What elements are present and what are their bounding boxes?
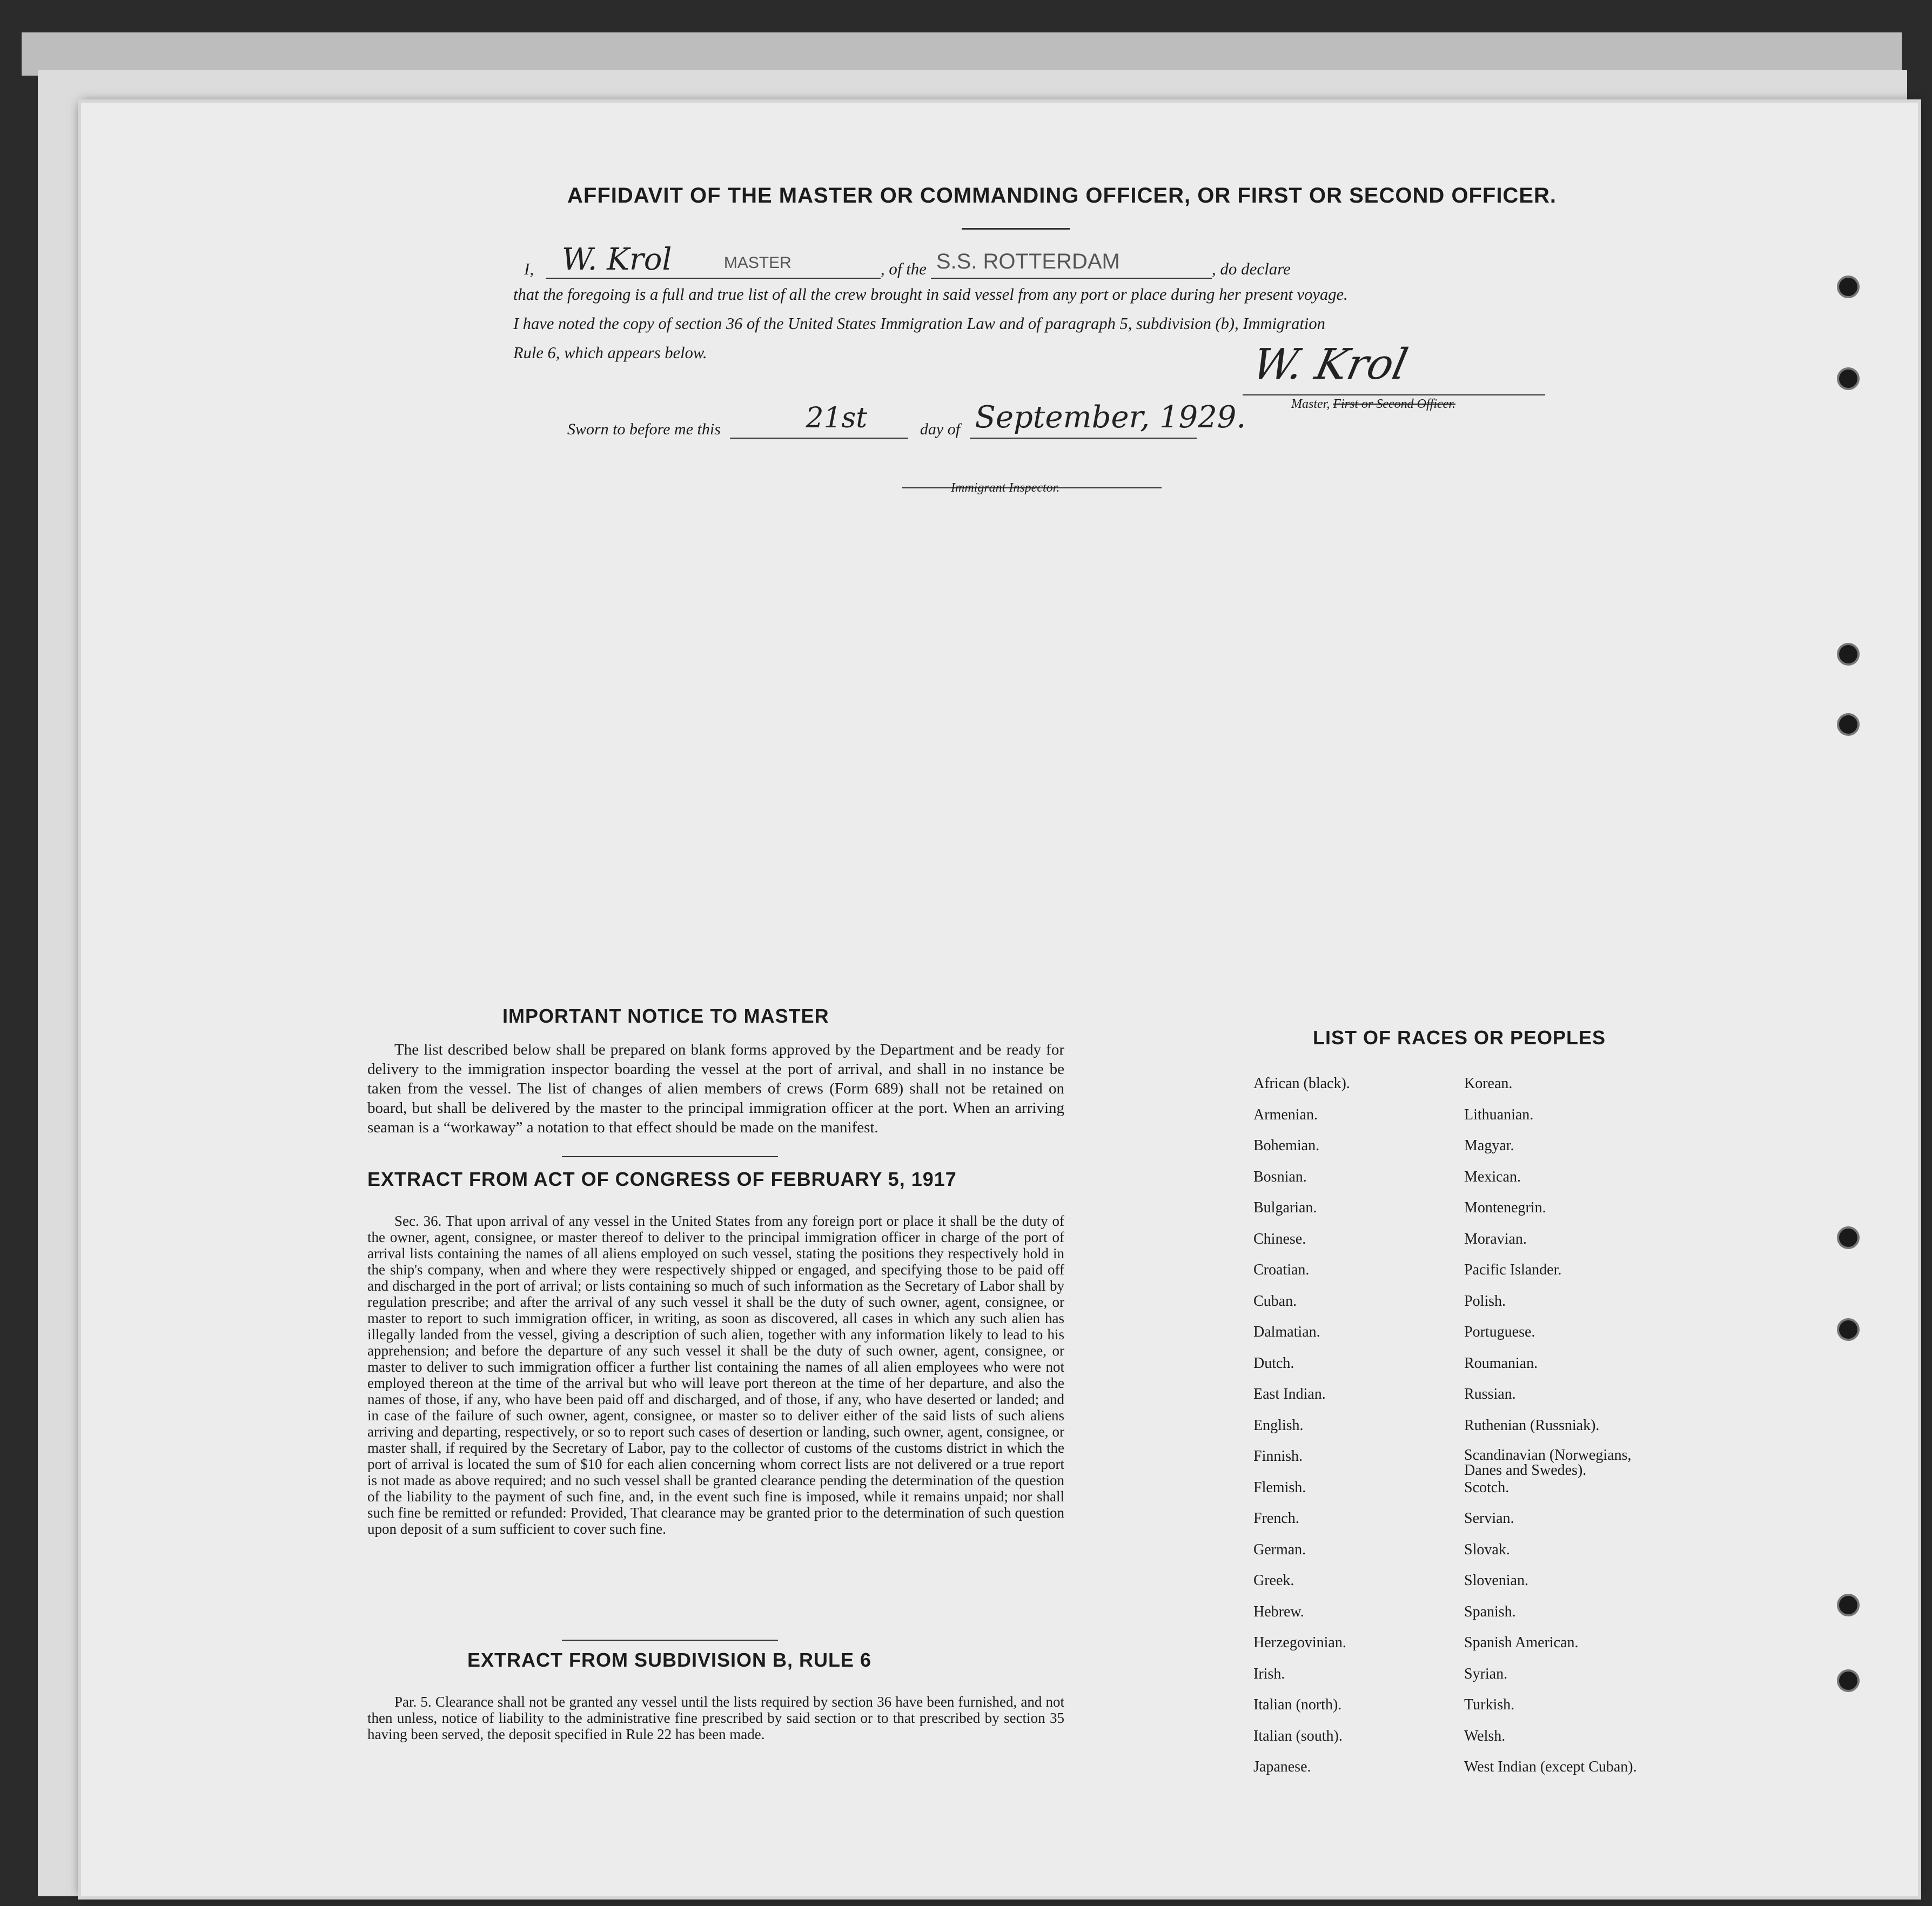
race-item: Italian (north).: [1253, 1696, 1342, 1713]
race-item: Montenegrin.: [1464, 1199, 1546, 1216]
race-item: Scandinavian (Norwegians, Danes and Swedes).: [1464, 1447, 1632, 1479]
affidavit-title: AFFIDAVIT OF THE MASTER OR COMMANDING OFFICER, OR FIRST OR SECOND OFFICER.: [567, 184, 1557, 207]
sworn-month-field: [970, 400, 1246, 439]
race-item: French.: [1253, 1510, 1299, 1527]
race-item: German.: [1253, 1541, 1306, 1558]
race-item: Welsh.: [1464, 1727, 1506, 1744]
punch-hole: [1837, 643, 1860, 666]
master-signature: W. Krol: [1248, 340, 1412, 389]
race-item: Japanese.: [1253, 1759, 1311, 1775]
race-item: Roumanian.: [1464, 1354, 1538, 1372]
sworn-day-field: [730, 402, 908, 439]
title-divider: [962, 228, 1070, 230]
race-item: Servian.: [1464, 1510, 1514, 1527]
rule-extract-text: Par. 5. Clearance shall not be granted any vessel until the lists required by section 36 have been furnished, and not then unless, notice of liability to the administrative fine prescribed by said section or to that prescribed by section 35 having been served, the deposit specified in Rule 22 has been made.: [367, 1694, 1064, 1742]
master-name: W. Krol: [561, 242, 672, 277]
race-item: Dutch.: [1253, 1354, 1294, 1372]
race-item: Ruthenian (Russniak).: [1464, 1417, 1600, 1434]
day-of-label: day of: [920, 420, 961, 438]
race-item: Flemish.: [1253, 1479, 1306, 1496]
act-extract-title: EXTRACT FROM ACT OF CONGRESS OF FEBRUARY 5, 1917: [367, 1168, 957, 1190]
act-extract-text: Sec. 36. That upon arrival of any vessel in the United States from any foreign port or place it shall be the duty of the owner, agent, consignee, or master thereof to deliver to the principal immigration officer in charge of the port of arrival lists containing the names of all aliens employed on such vessel, stating the positions they respectively hold in the ship's company, when and where they were respectively shipped or engaged, and specifying those to be paid off and discharged in the port of arrival; or lists containing so much of such information as the Secretary of Labor shall by regulation prescribe; and after the arrival of any such vessel it shall be the duty of such owner, agent, consignee, or master to report to such immigration officer, in writing, as soon as discovered, all cases in which any such alien has illegally landed from the vessel, giving a description of such alien, together with any information likely to lead to his apprehension; and before the departure of any such vessel it shall be the duty of such owner, agent, consignee, or master to deliver to such immigration officer a further list containing the names of all alien employees who were not employed thereon at the time of the arrival but who will leave port thereon at the time of her departure, and also the names of those, if any, who have been paid off and discharged, and of those, if any, who have deserted or landed; and in case of the failure of such owner, agent, consignee, or master so to deliver either of the said lists of such aliens arriving and departing, respectively, or so to report such cases of desertion or landing, such owner, agent, consignee, or master shall, if required by the Secretary of Labor, pay to the collector of customs of the customs district in which the port of arrival is located the sum of $10 for each alien concerning whom correct lists are not delivered or a true report is not made as above required; and no such vessel shall be granted clearance pending the determination of the question of the liability to the payment of such fine, and, in the event such fine is imposed, while it remains unpaid; nor shall such fine be remitted or refunded: Provided, That clearance may be granted prior to the determination of such question upon deposit of a sum sufficient to cover such fine.: [367, 1213, 1064, 1537]
of-the-label: , of the: [880, 259, 927, 278]
notice-text: The list described below shall be prepared on blank forms approved by the Department and be ready for delivery to the immigration inspector boarding the vessel at the port of arrival, and shall in no instance be taken from the vessel. The list of changes of alien members of crews (Form 689) shall not be retained on board, but shall be delivered by the master to the principal immigration officer at the port. When an arriving seaman is a “workaway” a notation to that effect should be made on the manifest.: [367, 1041, 1064, 1136]
race-item: Greek.: [1253, 1572, 1294, 1589]
do-declare-label: , do declare: [1211, 259, 1291, 278]
race-item: Portuguese.: [1464, 1324, 1535, 1340]
race-item: Hebrew.: [1253, 1603, 1304, 1620]
race-item: Russian.: [1464, 1386, 1516, 1402]
race-item: East Indian.: [1253, 1386, 1326, 1402]
race-item: Scotch.: [1464, 1479, 1510, 1496]
affidavit-line-3: I have noted the copy of section 36 of the United States Immigration Law and of paragraph 5, subdivision (b), Immigration: [513, 314, 1325, 333]
race-item: Lithuanian.: [1464, 1106, 1534, 1123]
notice-divider: [562, 1156, 778, 1157]
act-divider: [562, 1640, 778, 1641]
rank-stamp: MASTER: [723, 254, 791, 272]
race-item: Bosnian.: [1253, 1168, 1307, 1185]
punch-hole: [1837, 1669, 1860, 1692]
affidavit-prefix: I,: [524, 259, 534, 278]
race-item: Italian (south).: [1253, 1727, 1343, 1744]
punch-hole: [1837, 367, 1860, 390]
races-title: LIST OF RACES OR PEOPLES: [1313, 1026, 1606, 1049]
race-item: Pacific Islander.: [1464, 1261, 1562, 1278]
race-item: Dalmatian.: [1253, 1324, 1320, 1340]
race-item: Slovenian.: [1464, 1572, 1528, 1589]
punch-hole: [1837, 1318, 1860, 1341]
race-item: West Indian (except Cuban).: [1464, 1759, 1637, 1775]
race-item: Slovak.: [1464, 1541, 1510, 1558]
race-item: Armenian.: [1253, 1106, 1318, 1123]
race-item: Spanish American.: [1464, 1634, 1579, 1651]
race-item: Herzegovinian.: [1253, 1634, 1346, 1651]
punch-hole: [1837, 1594, 1860, 1616]
race-item: Syrian.: [1464, 1665, 1508, 1682]
race-item: Finnish.: [1253, 1448, 1303, 1465]
signature-caption-officer: First or Second Officer.: [1333, 397, 1455, 411]
sworn-prefix: Sworn to before me this: [567, 420, 721, 438]
race-item: Cuban.: [1253, 1292, 1297, 1310]
affidavit-line-1: [524, 242, 1291, 279]
punch-hole: [1837, 713, 1860, 736]
sworn-month-year: September, 1929.: [975, 400, 1246, 435]
race-item: Bulgarian.: [1253, 1199, 1317, 1216]
affidavit-line-2: that the foregoing is a full and true list of all the crew brought in said vessel from any port or place during her present voyage.: [513, 285, 1348, 304]
rule-extract-title: EXTRACT FROM SUBDIVISION B, RULE 6: [467, 1649, 872, 1671]
master-name-field: [546, 242, 881, 279]
race-item: Irish.: [1253, 1665, 1285, 1682]
race-item: Croatian.: [1253, 1261, 1310, 1278]
bleed-through-text: [1486, 492, 1495, 510]
sworn-line: [567, 400, 1246, 439]
race-item: Magyar.: [1464, 1137, 1514, 1154]
race-item: Spanish.: [1464, 1603, 1516, 1620]
punch-hole: [1837, 1226, 1860, 1249]
punch-hole: [1837, 276, 1860, 298]
inspector-caption: Immigrant Inspector.: [951, 481, 1060, 495]
race-item: Turkish.: [1464, 1696, 1515, 1713]
vessel-field: [931, 250, 1212, 279]
race-item: African (black).: [1253, 1075, 1350, 1092]
notice-title: IMPORTANT NOTICE TO MASTER: [502, 1005, 829, 1027]
race-item: Mexican.: [1464, 1168, 1521, 1185]
signature-caption-master: Master,: [1291, 397, 1330, 411]
race-item: Chinese.: [1253, 1230, 1306, 1247]
document-page: [81, 103, 1918, 1896]
affidavit-line-4: Rule 6, which appears below.: [513, 344, 707, 362]
race-item: Moravian.: [1464, 1230, 1527, 1247]
race-item: Korean.: [1464, 1075, 1513, 1092]
signature-line: [1243, 394, 1545, 395]
underlying-sheet-edge: [22, 32, 1902, 76]
race-item: English.: [1253, 1417, 1304, 1434]
sworn-day: 21st: [806, 402, 868, 434]
race-item: Polish.: [1464, 1292, 1506, 1310]
race-item: Bohemian.: [1253, 1137, 1320, 1154]
vessel-name: S.S. ROTTERDAM: [936, 250, 1120, 273]
signature-caption: [1291, 397, 1455, 412]
